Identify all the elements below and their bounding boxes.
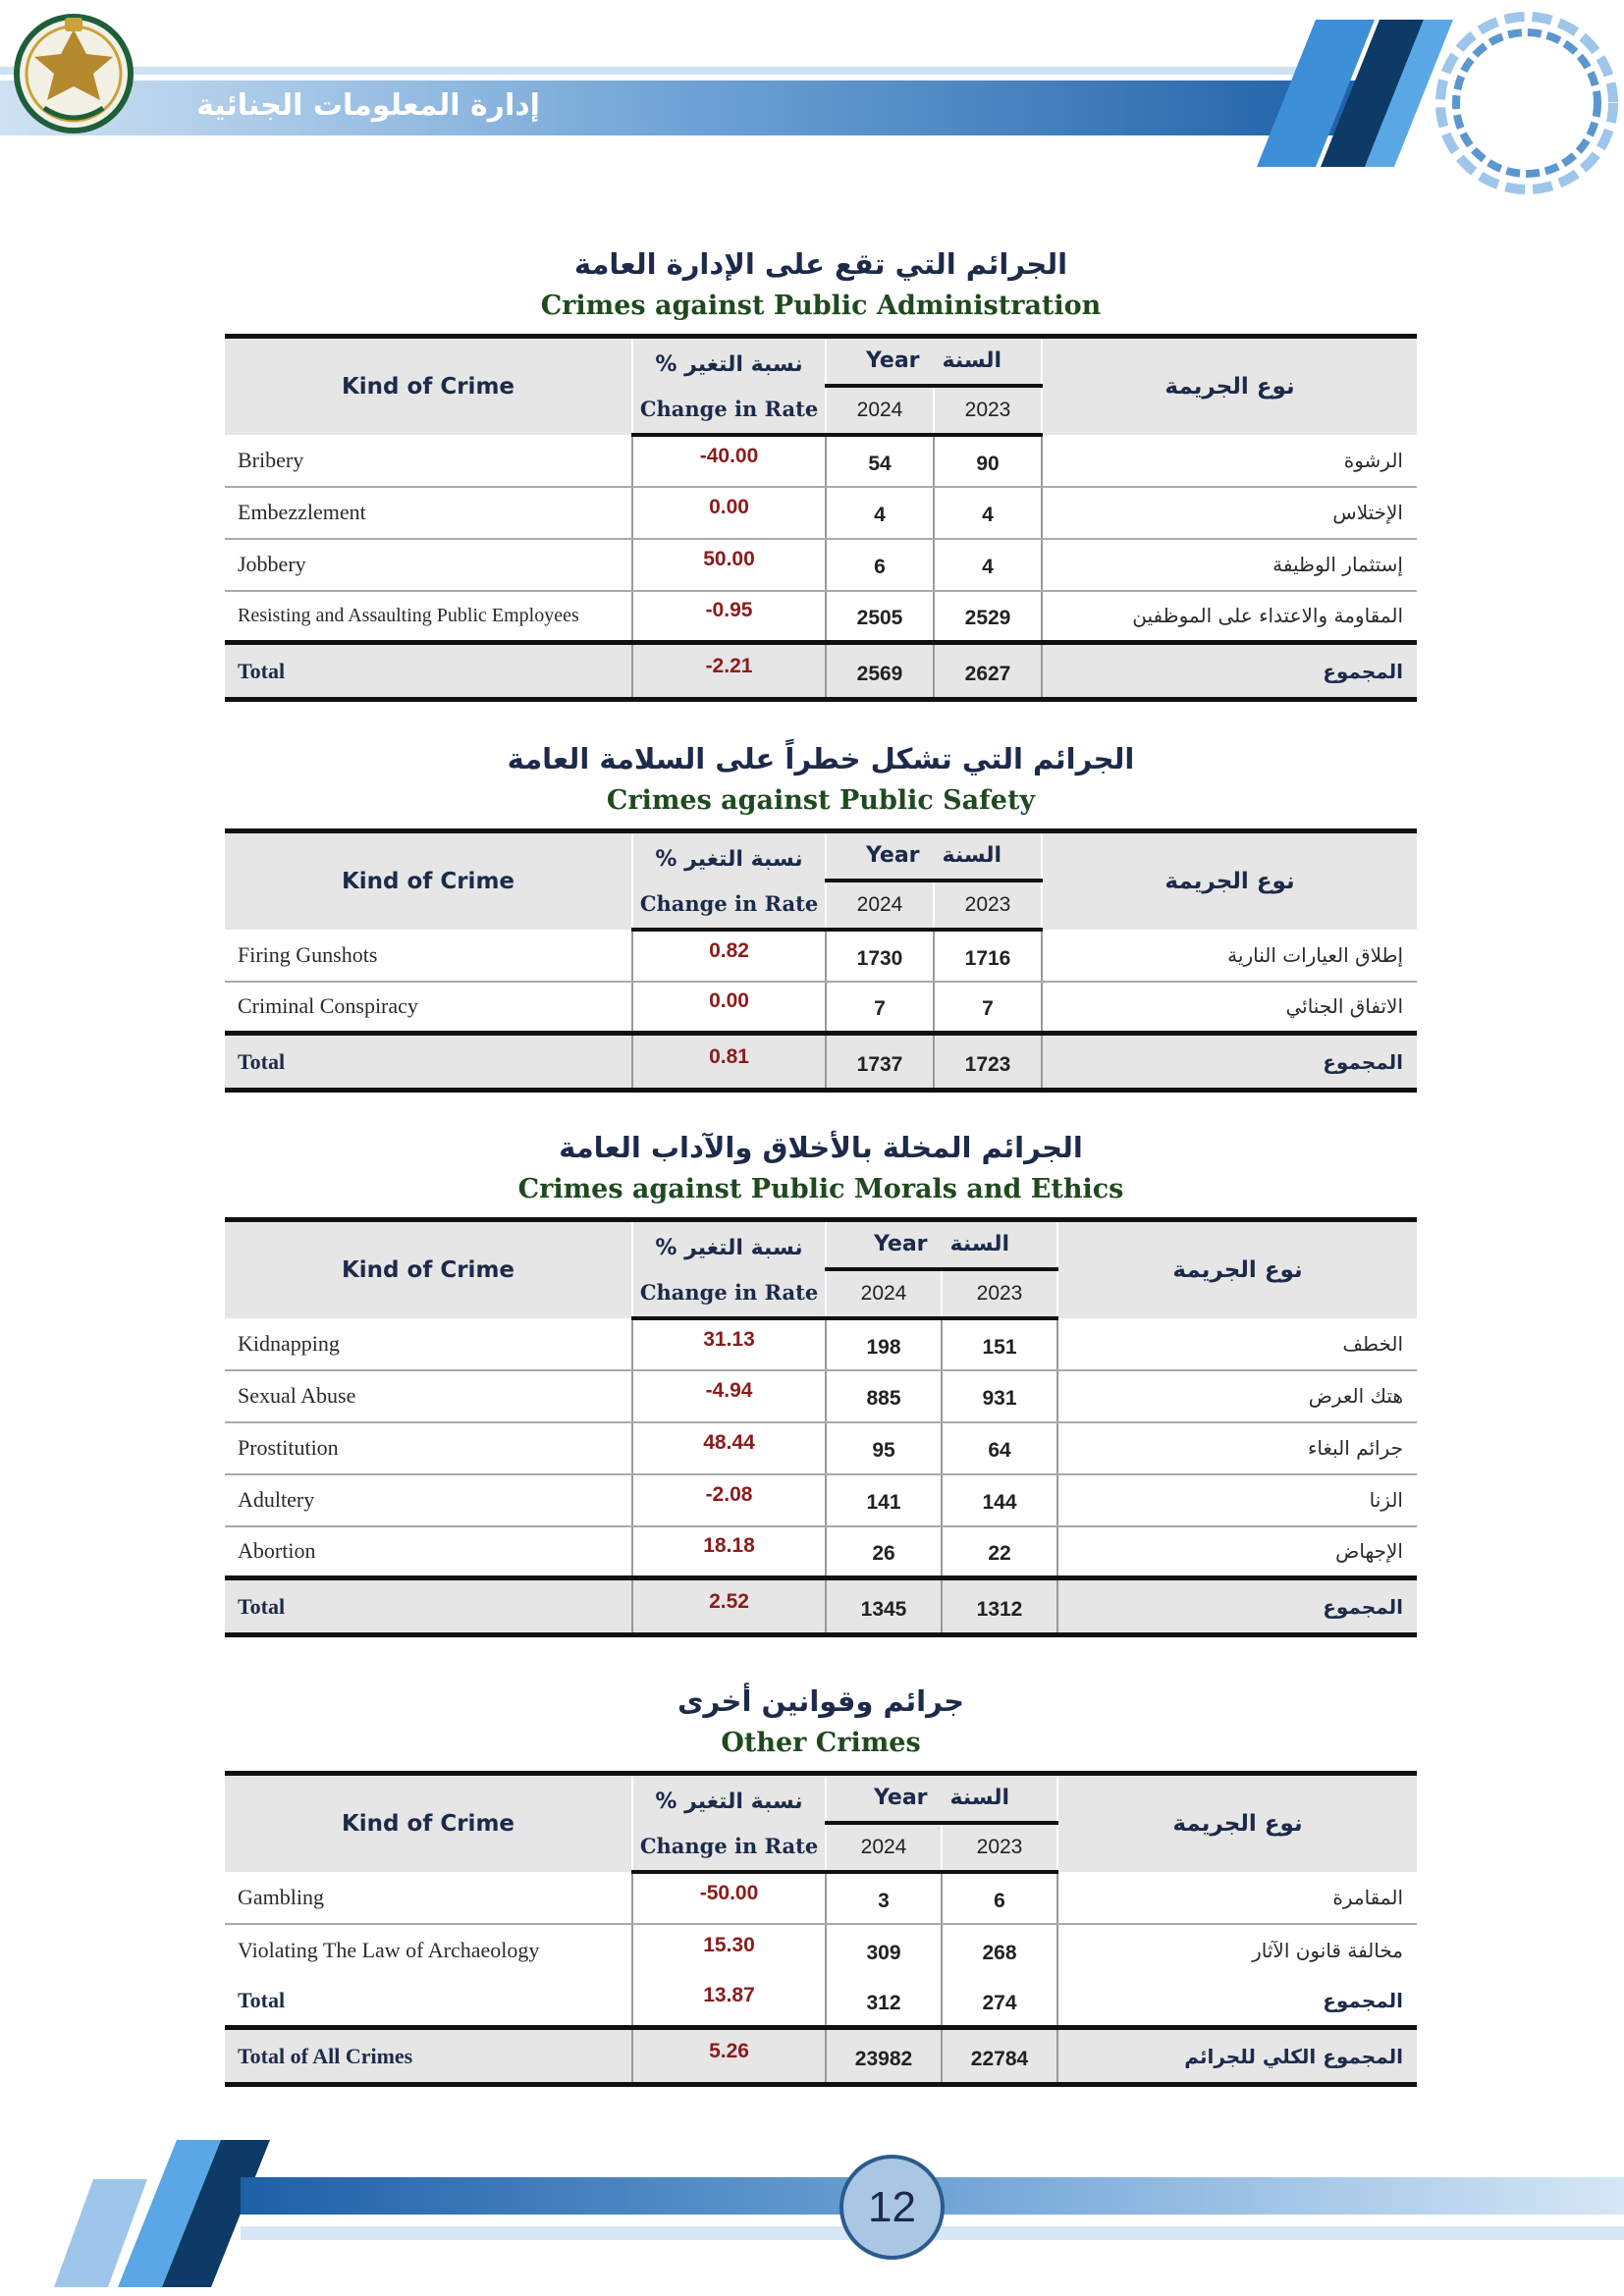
header-change-en: Change in Rate bbox=[632, 1823, 826, 1872]
crime-table bbox=[225, 334, 1417, 702]
footer-banner bbox=[0, 2140, 1624, 2296]
header-change-ar: نسبة التغير % bbox=[632, 1774, 826, 1823]
header-kind-ar: نوع الجريمة bbox=[1042, 831, 1417, 930]
section-public-morals bbox=[225, 1127, 1417, 1637]
header-change-en: Change in Rate bbox=[632, 881, 826, 930]
grand-total-row: Total of All Crimes 5.26 23982 22784 المجموع الكلي للجرائم bbox=[225, 2028, 1417, 2085]
header-kind-ar: نوع الجريمة bbox=[1057, 1220, 1417, 1318]
section-title-en: Crimes against Public Safety bbox=[606, 785, 1036, 816]
header-kind-ar: نوع الجريمة bbox=[1042, 337, 1417, 435]
page-header bbox=[0, 0, 1624, 226]
section-title-ar: الجرائم التي تقع على الإدارة العامة bbox=[573, 247, 1068, 281]
total-row: Total 0.81 1737 1723 المجموع bbox=[225, 1034, 1417, 1091]
header-year: Year السنة bbox=[826, 831, 1042, 881]
header-change-ar: نسبة التغير % bbox=[632, 1220, 826, 1269]
header-change-en: Change in Rate bbox=[632, 386, 826, 435]
section-title-ar: جرائم وقوانين أخرى bbox=[677, 1684, 965, 1718]
table-row: Embezzlement 0.00 4 4 الإختلاس bbox=[225, 487, 1417, 539]
table-row: Criminal Conspiracy 0.00 7 7 الاتفاق الجنائي bbox=[225, 982, 1417, 1034]
table-row: Prostitution 48.44 95 64 جرائم البغاء bbox=[225, 1422, 1417, 1474]
section-title-ar: الجرائم التي تشكل خطراً على السلامة العامة bbox=[507, 742, 1135, 775]
table-row: Resisting and Assaulting Public Employees -0.95 2505 2529 المقاومة والاعتداء على الموظفين bbox=[225, 591, 1417, 643]
page-footer bbox=[0, 2140, 1624, 2296]
total-row: Total 13.87 312 274 المجموع bbox=[225, 1976, 1417, 2028]
section-title-en: Crimes against Public Morals and Ethics bbox=[517, 1174, 1124, 1204]
section-other-crimes bbox=[225, 1681, 1417, 2087]
section-title-en: Other Crimes bbox=[721, 1728, 921, 1758]
table-row: Sexual Abuse -4.94 885 931 هتك العرض bbox=[225, 1370, 1417, 1422]
crime-table bbox=[225, 1217, 1417, 1637]
header-year-2023: 2023 bbox=[942, 1823, 1057, 1872]
crime-table bbox=[225, 828, 1417, 1093]
header-year-2024: 2024 bbox=[826, 386, 934, 435]
police-emblem-icon bbox=[0, 0, 147, 147]
header-kind-en: Kind of Crime bbox=[225, 1774, 632, 1872]
header-year-2023: 2023 bbox=[934, 386, 1042, 435]
header-year-2024: 2024 bbox=[826, 1269, 942, 1318]
table-row: Violating The Law of Archaeology 15.30 309 268 مخالفة قانون الآثار bbox=[225, 1924, 1417, 1976]
crime-table bbox=[225, 1771, 1417, 2087]
table-row: Adultery -2.08 141 144 الزنا bbox=[225, 1474, 1417, 1526]
total-row: Total -2.21 2569 2627 المجموع bbox=[225, 643, 1417, 700]
header-year-2024: 2024 bbox=[826, 1823, 942, 1872]
section-title-ar: الجرائم المخلة بالأخلاق والآداب العامة bbox=[559, 1131, 1083, 1164]
header-change-en: Change in Rate bbox=[632, 1269, 826, 1318]
table-row: Kidnapping 31.13 198 151 الخطف bbox=[225, 1318, 1417, 1370]
section-title-en: Crimes against Public Administration bbox=[540, 291, 1102, 321]
header-kind-en: Kind of Crime bbox=[225, 831, 632, 930]
header-year-2023: 2023 bbox=[942, 1269, 1057, 1318]
header-kind-ar: نوع الجريمة bbox=[1057, 1774, 1417, 1872]
section-public-administration bbox=[225, 243, 1417, 702]
header-year: Year السنة bbox=[826, 1774, 1057, 1823]
header-year-2024: 2024 bbox=[826, 881, 934, 930]
table-row: Jobbery 50.00 6 4 إستثمار الوظيفة bbox=[225, 539, 1417, 591]
table-row: Bribery -40.00 54 90 الرشوة bbox=[225, 435, 1417, 487]
header-year: Year السنة bbox=[826, 337, 1042, 386]
page-number: 12 bbox=[839, 2155, 945, 2260]
table-row: Firing Gunshots 0.82 1730 1716 إطلاق العيارات النارية bbox=[225, 930, 1417, 982]
total-row: Total 2.52 1345 1312 المجموع bbox=[225, 1578, 1417, 1635]
header-kind-en: Kind of Crime bbox=[225, 1220, 632, 1318]
header-change-ar: نسبة التغير % bbox=[632, 337, 826, 386]
table-row: Gambling -50.00 3 6 المقامرة bbox=[225, 1872, 1417, 1924]
header-year: Year السنة bbox=[826, 1220, 1057, 1269]
section-public-safety bbox=[225, 738, 1417, 1093]
header-title: إدارة المعلومات الجنائية bbox=[196, 88, 540, 123]
header-change-ar: نسبة التغير % bbox=[632, 831, 826, 881]
table-row: Abortion 18.18 26 22 الإجهاض bbox=[225, 1526, 1417, 1578]
header-year-2023: 2023 bbox=[934, 881, 1042, 930]
header-kind-en: Kind of Crime bbox=[225, 337, 632, 435]
